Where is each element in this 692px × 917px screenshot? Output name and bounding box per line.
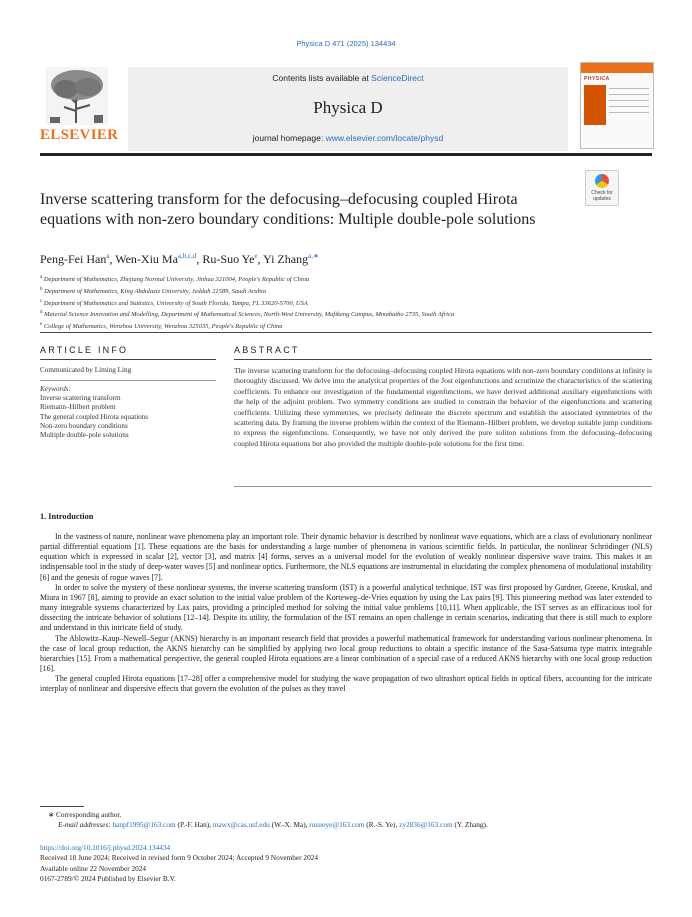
sciencedirect-link[interactable]: ScienceDirect [371,73,424,83]
email-link[interactable]: hanpf1995@163.com [112,820,176,830]
affiliation-text: Material Science Innovation and Modelling, Department of Mathematical Sciences, North-West University, Mafikeng Campus, Mmabatho 2735, South Africa [44,311,455,319]
email-link[interactable]: rusuoye@163.com [309,820,365,830]
crossmark-text-2: updates [593,196,611,202]
check-for-updates-button[interactable] [585,170,619,206]
email-owner: (W.-X. Ma), [269,820,310,830]
paragraph: In order to solve the mystery of these nonlinear systems, the inverse scattering transform (IST) is a powerful analytical technique. IST was first proposed by Gardner, Greene, Kruskal, and Miura in 1967 [8], aiming to provide an exact solution to the initial value problem of the Korteweg–de-Vries equation by using the Lax pairs [9]. This pioneering method was later extended to many integrable systems characterized by Lax pairs, providing a principled method for solving the initial value problems [10,11]. When applicable, the IST serves as an efficacious tool for dissecting the intricate behavior of solutions [12–14]. Despite its utility, the formulation of the IST remains an open challenge in certain scenarios, indicating that there is still much to explore and understand in this intricate field of study. [40,582,652,633]
author-sep: , [109,252,116,266]
affiliation [40,297,652,309]
journal-banner [128,67,568,151]
author: Peng-Fei Han [40,252,107,266]
author: Wen-Xiu Ma [115,252,178,266]
corresponding-author-note [40,810,652,820]
affiliation-text: Department of Mathematics and Statistics, University of South Florida, Tampa, FL 33620-5700, USA [43,299,308,307]
footnote-rule [40,806,84,807]
affiliation-list [40,273,652,332]
publication-info [40,843,652,885]
article-title: Inverse scattering transform for the defocusing–defocusing coupled Hirota equations with non-zero boundary conditions: Multiple double-pole solutions [40,191,536,228]
email-owner: (R.-S. Ye), [364,820,400,830]
abstract-bottom-rule [234,486,652,487]
affiliation [40,308,652,320]
email-owner: (Y. Zhang). [452,820,488,830]
copyright: 0167-2789/© 2024 Published by Elsevier B.V. [40,874,176,884]
affiliation-marker: d [40,310,43,316]
affiliation-text: Department of Mathematics, Zhejiang Normal University, Jinhua 321004, People's Republic of China [43,276,310,284]
journal-name: Physica D [313,98,383,117]
journal-cover-thumbnail[interactable] [580,62,654,149]
affiliation-marker: a [40,275,43,280]
footnote-marker: ∗ [48,810,55,819]
email-label: E-mail addresses: [58,820,111,830]
affiliation-text: College of Mathematics, Wenzhou University, Wenzhou 325035, People's Republic of China [43,323,283,331]
contents-line [128,73,568,83]
affiliation-marker: e [40,322,43,327]
homepage-line [128,133,568,143]
elsevier-tree-icon [46,67,108,125]
cover-line [609,100,649,101]
masthead-rule [40,153,652,156]
author: Ru-Suo Ye [202,252,255,266]
cover-line [609,94,649,95]
email-owner: (P.-F. Han), [175,820,213,830]
affiliation-marker: b [40,286,43,292]
keywords-label: Keywords: [40,385,71,393]
doi-link[interactable]: https://doi.org/10.1016/j.physd.2024.134434 [40,843,171,852]
affiliation-text: Department of Mathematics, King Abdulaziz University, Jeddah 21589, Saudi Arabia [44,287,266,295]
author-sep: , [257,252,264,266]
email-link[interactable]: zy2836@163.com [399,820,453,830]
available-online: Available online 22 November 2024 [40,863,147,873]
abstract-rule [234,359,652,360]
author-affiliation-link[interactable]: a,b,c,d [177,252,197,260]
affiliation [40,285,652,297]
corresponding-text: Corresponding author. [55,810,122,819]
received-dates: Received 18 June 2024; Received in revised form 9 October 2024; Accepted 9 November 2024 [40,853,319,863]
section-heading-introduction: 1. Introduction [40,512,94,521]
abstract-heading: ABSTRACT [234,345,300,355]
cover-line [609,88,649,89]
keywords-block [40,385,216,440]
crossmark-icon [595,174,609,188]
journal-homepage-link[interactable]: www.elsevier.com/locate/physd [325,133,444,143]
keyword: Riemann–Hilbert problem [40,403,116,412]
cover-line [609,112,649,113]
paragraph: The Ablowitz–Kaup–Newell–Segur (AKNS) hierarchy is an important research field that provides a powerful mathematical framework for understanding various nonlinear phenomena. In the case of local group reduction, the AKNS hierarchy can be simplified by applying two local group reductions to obtain a specific instance of the Sasa-Satsuma type matrix integrable hierarchies [15]. From a mathematical perspective, the general coupled Hirota equations are a linear combination of a special case of a reduced AKNS hierarchy with one local group reduction [16]. [40,633,652,674]
masthead [40,57,652,152]
author: Yi Zhang [263,252,309,266]
keyword: Non-zero boundary conditions [40,421,128,430]
crossmark-label [586,190,618,202]
author-affiliation-link[interactable]: a [106,252,110,260]
keyword: Inverse scattering transform [40,394,121,403]
author-affiliation-link[interactable]: e [254,252,258,260]
author-affiliation-link[interactable]: a,∗ [308,252,319,260]
section-rule [40,332,652,333]
article-info-rule [40,359,216,360]
paragraph: The general coupled Hirota equations [17–28] offer a comprehensive model for studying the wave propagation of two ultrashort optical fields in optical fibers, accounting for the intricate interplay of nonlinear and dispersive effects that govern the evolution of the pulses as they travel [40,674,652,694]
affiliation-marker: c [40,298,43,304]
introduction-body [40,532,652,695]
footnote [40,810,652,831]
cover-title: PHYSICA [584,76,610,82]
email-addresses [40,820,652,830]
cover-line [609,106,649,107]
homepage-prefix: journal homepage: [252,133,326,143]
cover-block [584,85,606,125]
email-link[interactable]: mawx@cas.usf.edu [212,820,270,830]
crossmark-text-1: Check for [591,190,613,196]
publisher-name: ELSEVIER [40,127,119,143]
affiliation [40,320,652,332]
keywords-rule [40,380,216,381]
author-list [40,252,650,267]
abstract-text: The inverse scattering transform for the defocusing–defocusing coupled Hirota equations with non-zero boundary conditions at infinity is thoroughly discussed. We delve into the analytical properties of the Jost eigenfunctions and scrutinize the characteristics of the scattering coefficients. To enhance our investigation of the fundamental eigenfunctions, we have derived additional auxiliary eigenfunctions with the help of the adjoint problem. Two symmetry conditions are studied to constrain the behavior of the eigenfunctions and scattering coefficients. Utilizing these symmetries, we precisely delineate the discrete spectrum and establish the associated symmetries of the scattering data. By framing the inverse problem within the context of the Riemann–Hilbert problem, we develop suitable jump conditions to express the eigenfunctions. Consequently, we have not only derived the pure soliton solutions from the defocusing–defocusing coupled Hirota equations but also provided the multiple double-pole solutions for the first time. [234,366,652,448]
journal-citation[interactable]: Physica D 471 (2025) 134434 [296,39,396,48]
author-sep: , [196,252,203,266]
cover-band [581,63,653,73]
contents-prefix: Contents lists available at [272,73,372,83]
communicated-by: Communicated by Liming Ling [40,366,132,374]
elsevier-logo[interactable] [40,67,119,151]
article-info-heading: ARTICLE INFO [40,345,129,355]
keyword: The general coupled Hirota equations [40,412,149,421]
paragraph: In the vastness of nature, nonlinear wave phenomena play an important role. Their dynamic behavior is described by nonlinear wave equations, which are a class of evolutionary nonlinear partial differential equations [1]. These equations are the basis for understanding a large number of phenomena in various scientific fields. In particular, the nonlinear Schrödinger (NLS) equation which is expressed in scalar [2], vector [3], and matrix [4] forms, serves as a universal model for the evolution of weakly nonlinear dispersive wave trains. This makes it an indispensable tool in the study of deep-water waves [5] and nonlinear optics. Furthermore, the NLS equations are instrumental in elucidating the complex phenomena of modulational instability [6] and the genesis of rogue waves [7]. [40,532,652,582]
affiliation [40,273,652,285]
keyword: Multiple double-pole solutions [40,431,129,440]
